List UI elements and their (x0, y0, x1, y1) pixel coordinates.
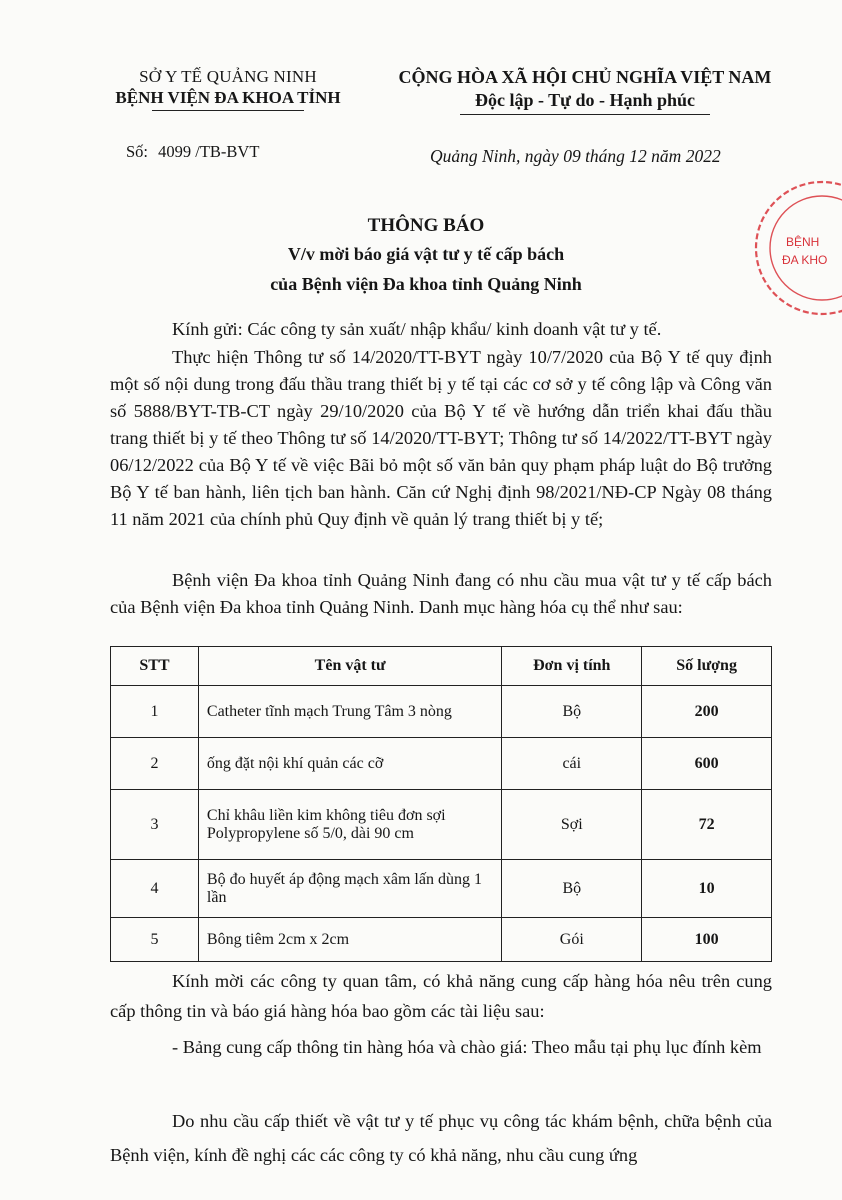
hospital-name: BỆNH VIỆN ĐA KHOA TỈNH (115, 88, 341, 107)
cell-item-name: Chỉ khâu liền kim không tiêu đơn sợi Polypropylene số 5/0, dài 90 cm (198, 790, 502, 860)
salutation: Kính gửi: Các công ty sản xuất/ nhập khẩu/ kinh doanh vật tư y tế. (172, 319, 662, 339)
stamp-text-line2: ĐA KHO (782, 253, 828, 267)
paragraph-invitation: Kính mời các công ty quan tâm, có khả năng cung cấp hàng hóa nêu trên cung cấp thông tin và báo giá hàng hóa bao gồm các tài liệu sau: (110, 971, 772, 1021)
title-subject-line2: của Bệnh viện Đa khoa tỉnh Quảng Ninh (270, 274, 582, 294)
country-name: CỘNG HÒA XÃ HỘI CHỦ NGHĨA VIỆT NAM (398, 67, 772, 87)
cell-item-name: Catheter tĩnh mạch Trung Tâm 3 nòng (198, 686, 502, 738)
cell-item-name: Bộ đo huyết áp động mạch xâm lấn dùng 1 lần (198, 860, 502, 918)
document-number (126, 142, 265, 162)
cell-quantity: 600 (642, 738, 772, 790)
issuer-block (92, 66, 364, 111)
table-row (111, 686, 772, 738)
cell-stt: 5 (111, 918, 199, 962)
table-row (111, 790, 772, 860)
cell-quantity: 10 (642, 860, 772, 918)
header-item-name: Tên vật tư (198, 647, 502, 686)
table-row (111, 860, 772, 918)
notice-title (82, 213, 770, 299)
header-stt: STT (111, 647, 199, 686)
paragraph-requirements: - Bảng cung cấp thông tin hàng hóa và chào giá: Theo mẫu tại phụ lục đính kèm (172, 1037, 762, 1057)
cell-stt: 2 (111, 738, 199, 790)
cell-item-name: ống đặt nội khí quản các cỡ (198, 738, 502, 790)
cell-quantity: 200 (642, 686, 772, 738)
paragraph-legal-basis: Thực hiện Thông tư số 14/2020/TT-BYT ngày 10/7/2020 của Bộ Y tế quy định một số nội dung trong đấu thầu trang thiết bị y tế tại các cơ sở y tế công lập và Công văn số 5888/BYT-TB-CT ngày 29/10/2020 của Bộ Y tế về hướng dẫn triển khai đấu thầu trang thiết bị y tế theo Thông tư số 14/2020/TT-BYT; Thông tư số 14/2022/TT-BYT ngày 06/12/2022 của Bộ Y tế về việc Bãi bỏ một số văn bản quy phạm pháp luật do Bộ trưởng Bộ Y tế ban hành, liên tịch ban hành. Căn cứ Nghị định 98/2021/NĐ-CP Ngày 08 tháng 11 năm 2021 của chính phủ Quy định về quản lý trang thiết bị y tế; (110, 347, 772, 529)
place-date: Quảng Ninh, ngày 09 tháng 12 năm 2022 (430, 146, 721, 166)
motto: Độc lập - Tự do - Hạnh phúc (474, 90, 696, 110)
table-row (111, 918, 772, 962)
table-header-row (111, 647, 772, 686)
red-seal-stamp (752, 178, 842, 318)
cell-unit: cái (502, 738, 642, 790)
cell-unit: Gói (502, 918, 642, 962)
cell-item-name: Bông tiêm 2cm x 2cm (198, 918, 502, 962)
header-quantity: Số lượng (642, 647, 772, 686)
items-table (110, 646, 772, 962)
cell-quantity: 72 (642, 790, 772, 860)
cell-quantity: 100 (642, 918, 772, 962)
title-subject-line1: V/v mời báo giá vật tư y tế cấp bách (287, 244, 565, 264)
cell-stt: 4 (111, 860, 199, 918)
document-number-label: Số: (126, 142, 149, 161)
motto-underline (460, 114, 710, 115)
paragraph-closing: Do nhu cầu cấp thiết về vật tư y tế phục vụ công tác khám bệnh, chữa bệnh của Bệnh viện, kính đề nghị các các công ty có khả năng, nhu cầu cung ứng (110, 1111, 772, 1165)
cell-stt: 3 (111, 790, 199, 860)
cell-stt: 1 (111, 686, 199, 738)
cell-unit: Bộ (502, 860, 642, 918)
header-unit: Đơn vị tính (502, 647, 642, 686)
issuer-underline (152, 110, 304, 111)
paragraph-need: Bệnh viện Đa khoa tỉnh Quảng Ninh đang có nhu cầu mua vật tư y tế cấp bách của Bệnh viện Đa khoa tỉnh Quảng Ninh. Danh mục hàng hóa cụ thể như sau: (110, 570, 772, 617)
cell-unit: Bộ (502, 686, 642, 738)
stamp-text-line1: BỆNH (786, 235, 820, 249)
table-row (111, 738, 772, 790)
agency-name: SỞ Y TẾ QUẢNG NINH (139, 67, 317, 86)
title-main: THÔNG BÁO (367, 215, 485, 236)
cell-unit: Sợi (502, 790, 642, 860)
national-title-block (396, 66, 774, 115)
document-number-value: 4099 /TB-BVT (158, 142, 260, 161)
